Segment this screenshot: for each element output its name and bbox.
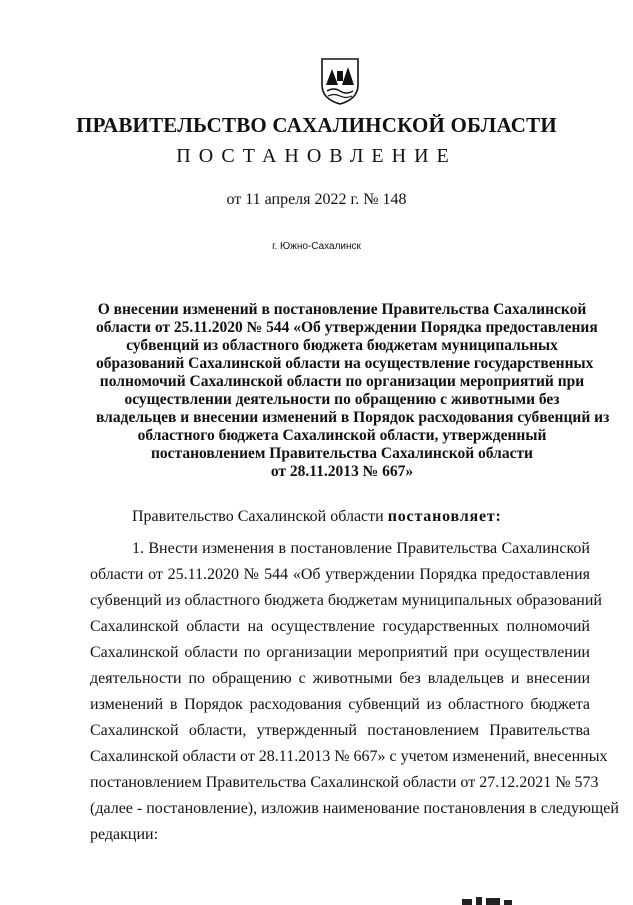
subject-line: образований Сахалинской области на осуществление государственных: [96, 355, 594, 372]
body-line: Сахалинской области от 28.11.2013 № 667» с учетом изменений, внесенных: [90, 748, 608, 765]
body-line: постановлением Правительства Сахалинской области от 27.12.2021 № 573: [90, 774, 599, 791]
body-line: 1. Внести изменения в постановление Правительства Сахалинской: [132, 540, 590, 557]
body-line: Сахалинской области по организации мероприятий при осуществлении: [90, 644, 590, 661]
document-city: г. Южно-Сахалинск: [272, 241, 361, 252]
body-line: (далее - постановление), изложив наименование постановления в следующей: [90, 800, 619, 817]
body-line: Сахалинской области на осуществление государственных полномочий: [90, 618, 590, 635]
subject-line: полномочий Сахалинской области по организации мероприятий при: [99, 373, 585, 390]
subject-line: от 28.11.2013 № 667»: [270, 463, 414, 480]
subject-line: области от 25.11.2020 № 544 «Об утверждении Порядка предоставления: [96, 319, 598, 336]
body-line: изменений в Порядок расходования субвенций из областного бюджета: [90, 696, 590, 713]
preamble-decision: постановляет:: [387, 508, 502, 525]
subject-line: постановлением Правительства Сахалинской области: [150, 445, 533, 462]
preamble-text: Правительство Сахалинской области: [132, 508, 388, 525]
coat-of-arms-icon: [318, 55, 362, 105]
body-line: Сахалинской области, утвержденный постановлением Правительства: [90, 722, 590, 739]
body-line: деятельности по обращению с животными без владельцев и внесении: [90, 670, 590, 687]
document-subject: [96, 301, 610, 481]
body-line: редакции:: [90, 826, 159, 843]
document-date-number: от 11 апреля 2022 г. № 148: [226, 191, 407, 208]
subject-line: областного бюджета Сахалинской области, утвержденный: [137, 427, 547, 444]
document-type: ПОСТАНОВЛЕНИЕ: [176, 145, 457, 167]
subject-line: субвенций из областного бюджета бюджетам муниципальных: [126, 337, 558, 354]
government-title: ПРАВИТЕЛЬСТВО САХАЛИНСКОЙ ОБЛАСТИ: [76, 113, 557, 137]
preamble: [132, 508, 502, 526]
body-paragraph: [90, 536, 619, 848]
body-line: субвенций из областного бюджета бюджетам муниципальных образований: [90, 592, 602, 609]
subject-line: владельцев и внесении изменений в Порядок расходования субвенций из: [96, 409, 610, 426]
body-line: области от 25.11.2020 № 544 «Об утверждении Порядка предоставления: [90, 566, 590, 583]
subject-line: О внесении изменений в постановление Правительства Сахалинской: [97, 301, 587, 318]
subject-line: осуществлении деятельности по обращению с животными без: [124, 391, 560, 408]
page-footer-marks: [460, 896, 520, 905]
